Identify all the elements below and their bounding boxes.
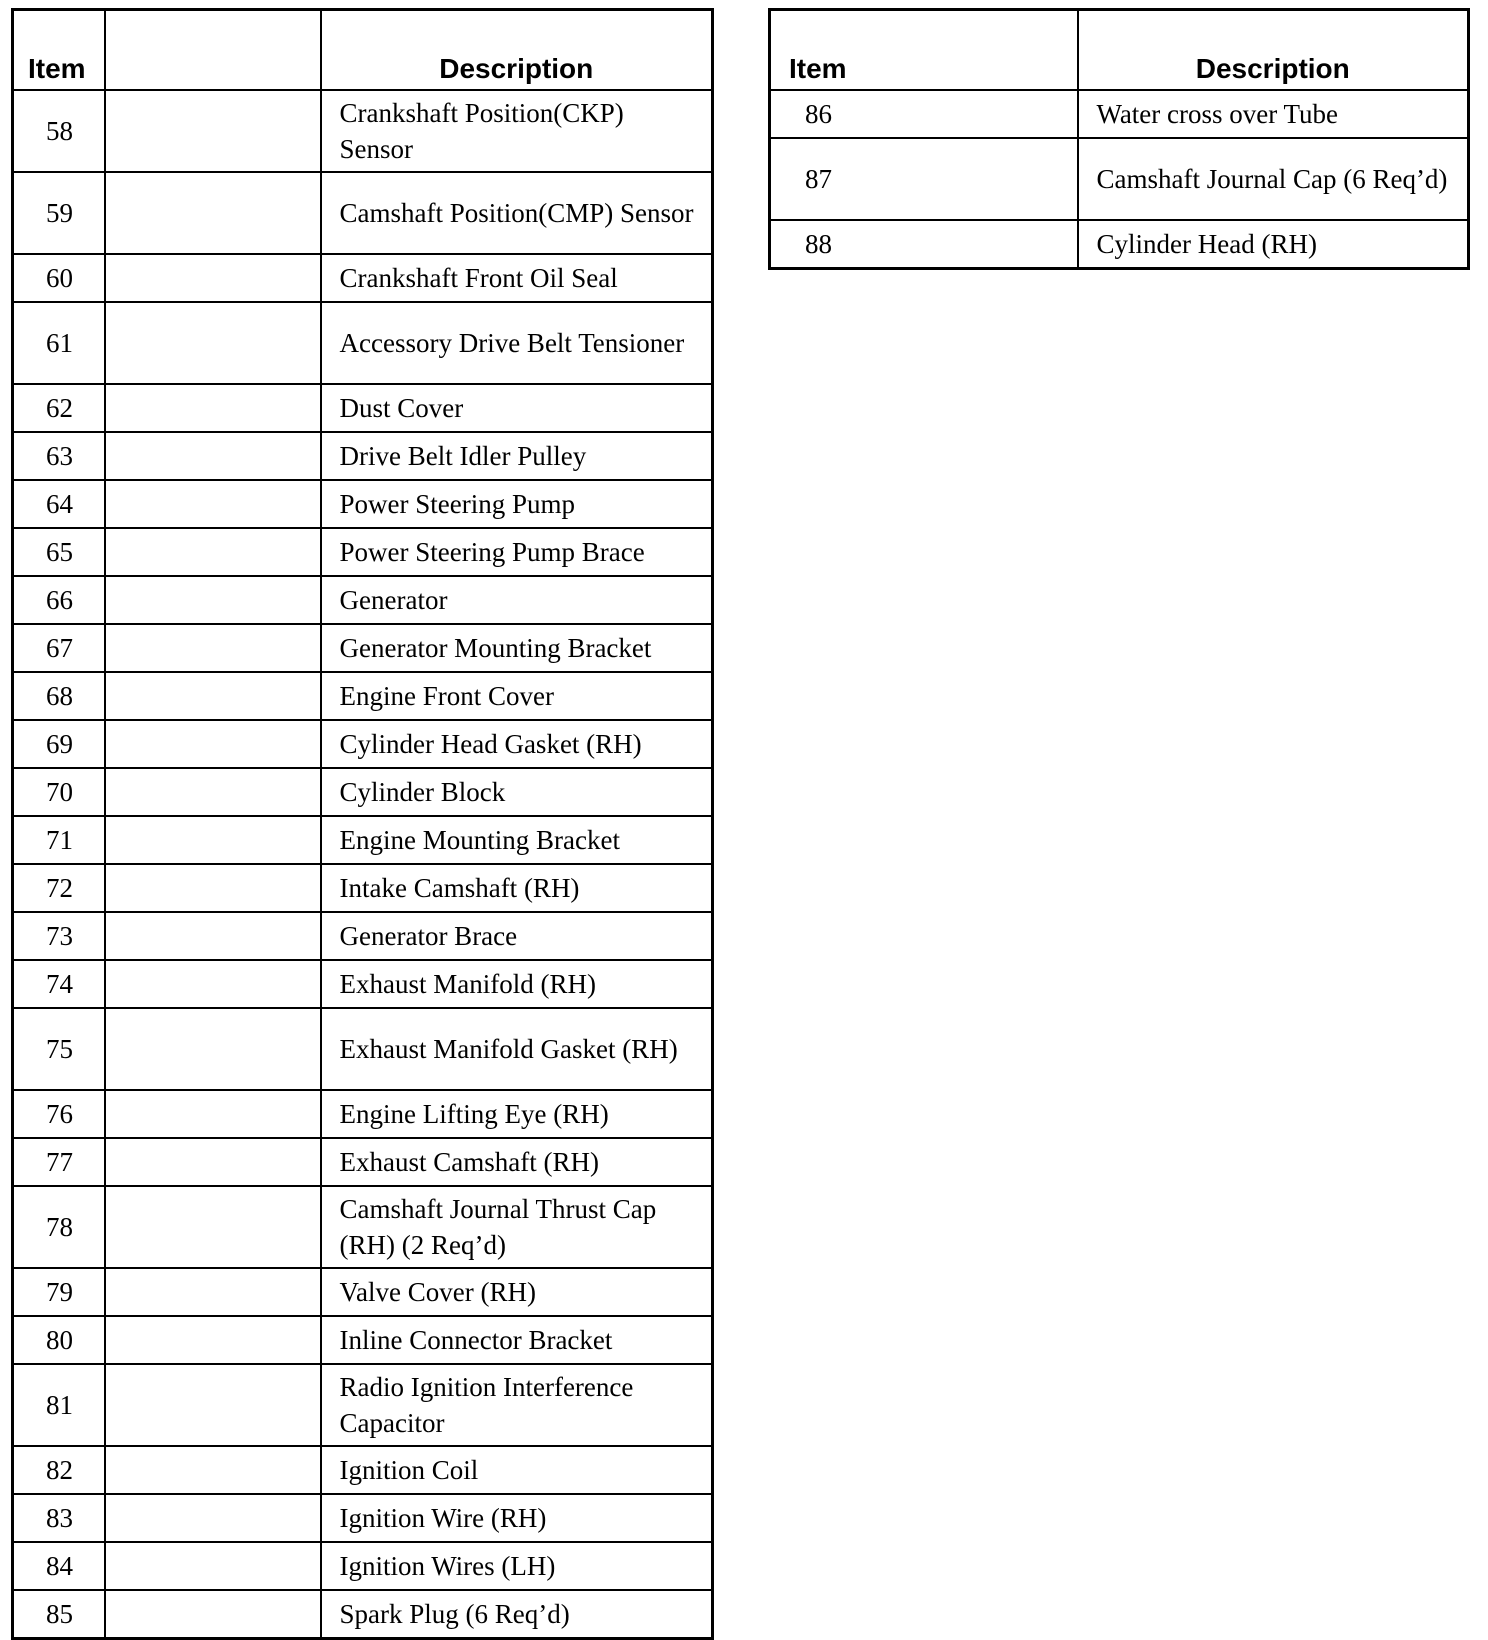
item-description: Accessory Drive Belt Tensioner [321,302,713,384]
item-header: Item [13,10,105,91]
blank-cell [105,864,321,912]
blank-cell [105,528,321,576]
item-number: 60 [13,254,105,302]
item-description: Engine Lifting Eye (RH) [321,1090,713,1138]
item-number: 65 [13,528,105,576]
table-row [13,432,713,480]
item-number: 81 [13,1364,105,1446]
blank-cell [105,960,321,1008]
parts-table-right [768,8,1470,270]
item-number: 69 [13,720,105,768]
table-row [13,90,713,172]
table-row [770,90,1469,138]
table-row [13,480,713,528]
item-number: 80 [13,1316,105,1364]
item-description: Water cross over Tube [1078,90,1469,138]
item-description: Ignition Wires (LH) [321,1542,713,1590]
item-description: Camshaft Position(CMP) Sensor [321,172,713,254]
item-number: 77 [13,1138,105,1186]
item-description: Exhaust Manifold Gasket (RH) [321,1008,713,1090]
blank-cell [105,302,321,384]
table-row [13,816,713,864]
blank-cell [105,480,321,528]
table-row [13,912,713,960]
item-description: Generator Mounting Bracket [321,624,713,672]
item-description: Cylinder Block [321,768,713,816]
item-number: 83 [13,1494,105,1542]
item-description: Exhaust Camshaft (RH) [321,1138,713,1186]
blank-cell [105,1590,321,1639]
table-row [13,1008,713,1090]
blank-cell [105,1008,321,1090]
item-number: 58 [13,90,105,172]
item-number: 82 [13,1446,105,1494]
table-row [13,1268,713,1316]
blank-cell [105,90,321,172]
item-number: 88 [770,220,1078,269]
item-description: Power Steering Pump [321,480,713,528]
description-header: Description [321,10,713,91]
blank-cell [105,1364,321,1446]
item-header: Item [770,10,1078,91]
item-number: 73 [13,912,105,960]
item-number: 84 [13,1542,105,1590]
item-number: 74 [13,960,105,1008]
item-description: Generator [321,576,713,624]
item-number: 67 [13,624,105,672]
item-number: 78 [13,1186,105,1268]
blank-cell [105,1494,321,1542]
blank-cell [105,672,321,720]
table-row [13,302,713,384]
item-description: Radio Ignition Interference Capacitor [321,1364,713,1446]
table-row [13,576,713,624]
item-description: Power Steering Pump Brace [321,528,713,576]
item-description: Cylinder Head (RH) [1078,220,1469,269]
item-description: Valve Cover (RH) [321,1268,713,1316]
table-row [13,768,713,816]
header-row [13,10,713,91]
blank-cell [105,432,321,480]
item-number: 87 [770,138,1078,220]
table-row [13,720,713,768]
table-row [13,1138,713,1186]
item-number: 85 [13,1590,105,1639]
item-description: Ignition Coil [321,1446,713,1494]
item-description: Inline Connector Bracket [321,1316,713,1364]
item-description: Cylinder Head Gasket (RH) [321,720,713,768]
item-number: 71 [13,816,105,864]
blank-cell [105,1268,321,1316]
blank-cell [105,1186,321,1268]
item-number: 62 [13,384,105,432]
item-description: Generator Brace [321,912,713,960]
item-description: Drive Belt Idler Pulley [321,432,713,480]
table-row [13,1494,713,1542]
item-number: 70 [13,768,105,816]
item-number: 75 [13,1008,105,1090]
item-number: 68 [13,672,105,720]
table-row [770,220,1469,269]
table-row [13,1590,713,1639]
blank-cell [105,768,321,816]
blank-cell [105,1446,321,1494]
blank-cell [105,384,321,432]
item-number: 72 [13,864,105,912]
item-description: Crankshaft Position(CKP) Sensor [321,90,713,172]
table-row [13,1542,713,1590]
item-description: Camshaft Journal Thrust Cap (RH) (2 Req’d) [321,1186,713,1268]
item-number: 63 [13,432,105,480]
item-description: Crankshaft Front Oil Seal [321,254,713,302]
table-row [13,1186,713,1268]
blank-cell [105,816,321,864]
item-description: Ignition Wire (RH) [321,1494,713,1542]
item-description: Spark Plug (6 Req’d) [321,1590,713,1639]
table-row [13,172,713,254]
table-row [13,1364,713,1446]
description-header: Description [1078,10,1469,91]
item-description: Camshaft Journal Cap (6 Req’d) [1078,138,1469,220]
table-row [13,254,713,302]
table-row [13,1316,713,1364]
item-number: 66 [13,576,105,624]
blank-cell [105,624,321,672]
table-row [770,138,1469,220]
blank-cell [105,720,321,768]
item-description: Exhaust Manifold (RH) [321,960,713,1008]
blank-cell [105,1542,321,1590]
blank-cell [105,172,321,254]
blank-cell [105,1316,321,1364]
header-row [770,10,1469,91]
blank-cell [105,1090,321,1138]
blank-header [105,10,321,91]
blank-cell [105,576,321,624]
item-number: 61 [13,302,105,384]
parts-table-left [11,8,714,1640]
blank-cell [105,912,321,960]
item-number: 79 [13,1268,105,1316]
item-number: 59 [13,172,105,254]
table-row [13,384,713,432]
item-description: Intake Camshaft (RH) [321,864,713,912]
table-row [13,528,713,576]
item-description: Engine Front Cover [321,672,713,720]
item-description: Engine Mounting Bracket [321,816,713,864]
item-description: Dust Cover [321,384,713,432]
blank-cell [105,1138,321,1186]
table-row [13,1090,713,1138]
table-row [13,960,713,1008]
item-number: 86 [770,90,1078,138]
table-row [13,624,713,672]
blank-cell [105,254,321,302]
item-number: 76 [13,1090,105,1138]
table-row [13,1446,713,1494]
table-row [13,672,713,720]
table-row [13,864,713,912]
item-number: 64 [13,480,105,528]
